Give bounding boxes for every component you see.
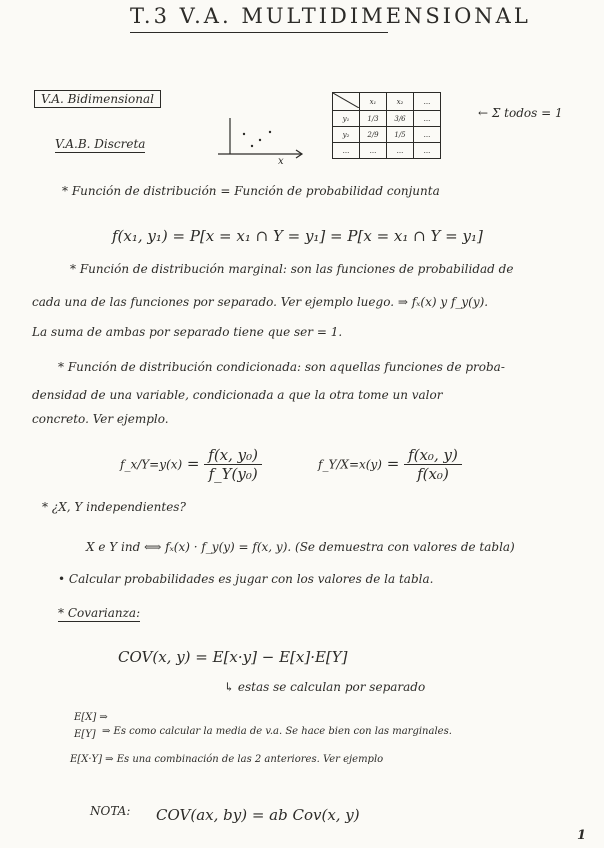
cond2-fraction: [404, 446, 462, 483]
table-cell: 3/6: [387, 111, 414, 127]
table-cell: y₂: [333, 127, 360, 143]
table-cell: 1/3: [360, 111, 387, 127]
section-bidimensional: V.A. Bidimensional: [34, 90, 161, 108]
cond1-denominator: f_Y(y₀): [208, 465, 258, 483]
page-number: 1: [576, 828, 586, 843]
calc-probabilities-note: • Calcular probabilidades es jugar con los valores de la tabla.: [58, 572, 434, 586]
nota-label: NOTA:: [90, 804, 131, 818]
cond1-lhs: f_x/Y=y(x): [120, 457, 183, 472]
equals-sign: =: [186, 454, 200, 473]
conditional-para-line-2: densidad de una variable, condicionada a que la otra tome un valor: [32, 388, 443, 402]
marginal-para-line-2: cada una de las funciones por separado. Ver ejemplo luego. ⇒ fₓ(x) y f_y(y).: [32, 295, 489, 309]
section-discreta: V.A.B. Discreta: [55, 137, 146, 151]
table-cell: x₂: [387, 93, 414, 111]
cond2-lhs: f_Y/X=x(y): [318, 457, 382, 472]
table-cell: y₁: [333, 111, 360, 127]
marginal-para-line-1: * Función de distribución marginal: son las funciones de probabilidad de: [70, 262, 514, 276]
table-cell: 2/9: [360, 127, 387, 143]
covariance-formula: COV(x, y) = E[x·y] − E[x]·E[Y]: [118, 648, 348, 666]
marginal-para-line-3: La suma de ambas por separado tiene que ser = 1.: [32, 325, 343, 339]
table-cell: ...: [414, 143, 441, 159]
page-title: T.3 V.A. MULTIDIMENSIONAL: [130, 4, 531, 28]
joint-function-line: * Función de distribución = Función de probabilidad conjunta: [62, 184, 440, 198]
conditional-para-line-3: concreto. Ver ejemplo.: [32, 412, 169, 426]
table-cell: 1/5: [387, 127, 414, 143]
ey-label: E[Y]: [74, 729, 96, 740]
table-header-row: [333, 93, 441, 111]
independence-question: * ¿X, Y independientes?: [42, 500, 186, 514]
table-row: [333, 143, 441, 159]
diagonal-divider: [333, 93, 359, 108]
exy-note: E[X·Y] ⇒ Es una combinación de las 2 anteriores. Ver ejemplo: [70, 754, 384, 765]
table-cell: ...: [414, 111, 441, 127]
table-cell: ...: [414, 127, 441, 143]
cond1-fraction: [204, 446, 262, 483]
table-cell: ...: [333, 143, 360, 159]
ex-label: E[X] ⇒: [74, 712, 108, 723]
table-cell: ...: [360, 143, 387, 159]
expectation-note: ⇒ Es como calcular la media de v.a. Se hace bien con las marginales.: [102, 726, 452, 737]
table-cell: ...: [387, 143, 414, 159]
table-cell: [333, 93, 360, 111]
nota-formula: COV(ax, by) = ab Cov(x, y): [156, 806, 360, 824]
independence-condition: X e Y ind ⟺ fₓ(x) · f_y(y) = f(x, y). (Se demuestra con valores de tabla): [86, 540, 515, 554]
cond2-denominator: f(x₀): [417, 465, 449, 483]
equals-sign: =: [386, 454, 400, 473]
probability-table: [332, 92, 441, 159]
table-row: [333, 111, 441, 127]
joint-formula: f(x₁, y₁) = P[x = x₁ ∩ Y = y₁] = P[x = x₁ ∩ Y = y₁]: [112, 227, 483, 245]
table-cell: ...: [414, 93, 441, 111]
conditional-formula-1: [120, 446, 262, 483]
cond1-numerator: f(x, y₀): [204, 446, 262, 465]
covariance-note: ↳ estas se calculan por separado: [224, 680, 426, 694]
conditional-para-line-1: * Función de distribución condicionada: son aquellas funciones de proba-: [58, 360, 505, 374]
sum-note: ← Σ todos = 1: [478, 106, 563, 120]
title-underline: [130, 32, 388, 33]
table-cell: x₁: [360, 93, 387, 111]
covariance-heading: * Covarianza:: [58, 606, 141, 620]
axis-label-x: x: [278, 156, 284, 167]
conditional-formula-2: [318, 446, 462, 483]
axis-sketch: [210, 112, 305, 164]
table-row: [333, 127, 441, 143]
cond2-numerator: f(x₀, y): [404, 446, 462, 465]
